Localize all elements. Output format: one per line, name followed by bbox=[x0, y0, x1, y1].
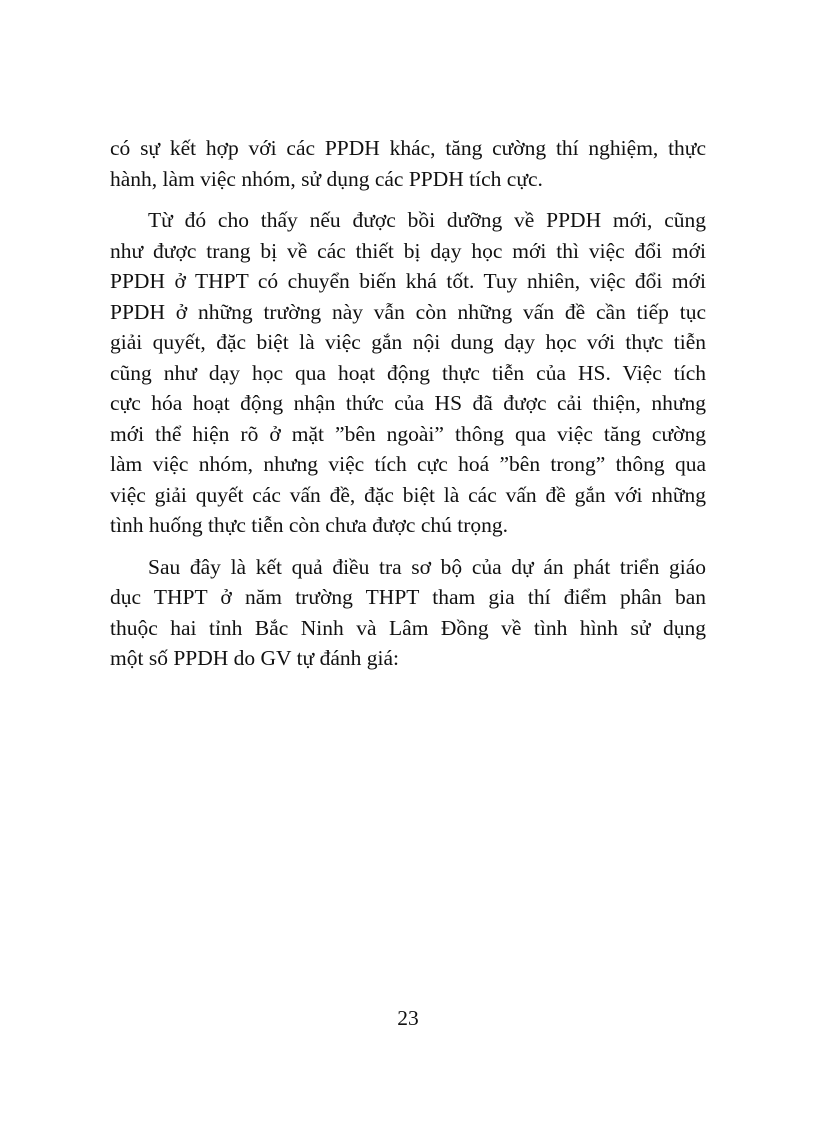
text-line: việc giải quyết các vấn đề, đặc biệt là các vấn đề gắn với những bbox=[110, 482, 706, 507]
text-line: có sự kết hợp với các PPDH khác, tăng cường thí nghiệm, thực bbox=[110, 136, 706, 160]
text-line: thuộc hai tỉnh Bắc Ninh và Lâm Đồng về tình hình sử dụng bbox=[110, 615, 706, 640]
paragraph-3 bbox=[110, 552, 706, 674]
paragraph-1 bbox=[110, 133, 706, 194]
text-line: cũng như dạy học qua hoạt động thực tiễn của HS. Việc tích bbox=[110, 360, 706, 385]
text-line: dục THPT ở năm trường THPT tham gia thí điểm phân ban bbox=[110, 585, 706, 609]
text-line: tình huống thực tiễn còn chưa được chú trọng. bbox=[110, 513, 509, 537]
text-line: PPDH ở THPT có chuyển biến khá tốt. Tuy nhiên, việc đổi mới bbox=[110, 269, 706, 293]
text-line: mới thể hiện rõ ở mặt ”bên ngoài” thông qua việc tăng cường bbox=[110, 421, 706, 446]
body-text bbox=[110, 133, 706, 674]
text-line: như được trang bị về các thiết bị dạy học mới thì việc đổi mới bbox=[110, 238, 706, 263]
text-line: Từ đó cho thấy nếu được bồi dưỡng về PPDH mới, cũng bbox=[148, 208, 706, 232]
text-line: Sau đây là kết quả điều tra sơ bộ của dự án phát triển giáo bbox=[148, 554, 706, 579]
text-line: cực hóa hoạt động nhận thức của HS đã được cải thiện, nhưng bbox=[110, 391, 706, 415]
paragraph-2 bbox=[110, 205, 706, 541]
text-line: một số PPDH do GV tự đánh giá: bbox=[110, 646, 399, 670]
text-line: PPDH ở những trường này vẫn còn những vấn đề cần tiếp tục bbox=[110, 299, 706, 324]
page-number: 23 bbox=[397, 1006, 419, 1030]
text-line: hành, làm việc nhóm, sử dụng các PPDH tích cực. bbox=[110, 166, 543, 191]
text-line: giải quyết, đặc biệt là việc gắn nội dung dạy học với thực tiễn bbox=[110, 330, 706, 354]
text-line: làm việc nhóm, nhưng việc tích cực hoá ”bên trong” thông qua bbox=[110, 452, 706, 476]
